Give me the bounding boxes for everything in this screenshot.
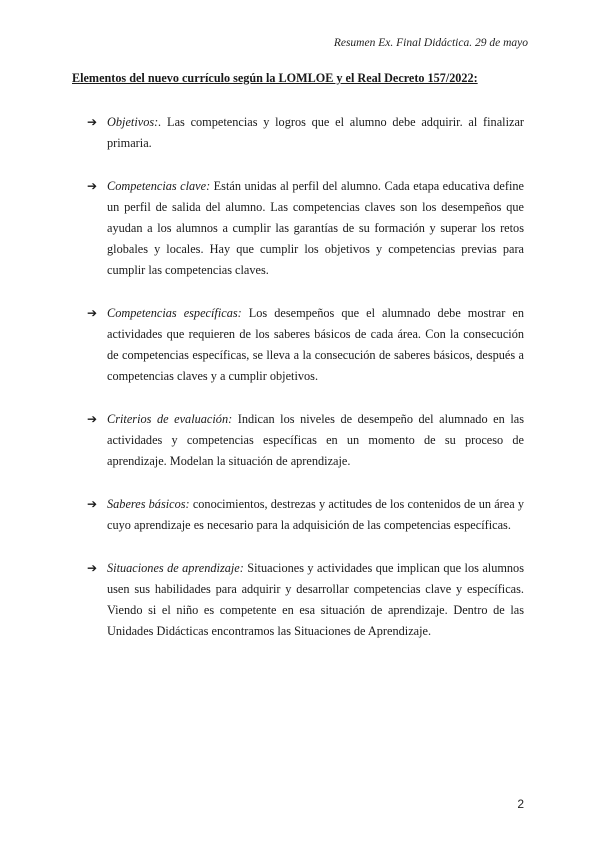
item-text: Las competencias y logros que el alumno debe adquirir. al finalizar primaria. xyxy=(107,115,524,150)
item-term: Competencias específicas: xyxy=(107,306,242,320)
arrow-bullet-icon: ➔ xyxy=(87,412,98,426)
item-term: Objetivos:. xyxy=(107,115,162,129)
arrow-bullet-icon: ➔ xyxy=(87,497,98,511)
arrow-bullet-icon: ➔ xyxy=(87,306,98,320)
page-number: 2 xyxy=(517,797,524,811)
list-item-situaciones-aprendizaje xyxy=(87,558,524,642)
item-term: Criterios de evaluación: xyxy=(107,412,233,426)
list-item-objetivos xyxy=(87,112,524,154)
list-item-saberes-basicos xyxy=(87,494,524,536)
item-text: Situaciones y actividades que implican que los alumnos usen sus habilidades para adquirir y desarrollar competencias clave y específicas. Viendo si el niño es competente en esa situación de aprendizaje. Dentro de las Unidades Didácticas encontramos las Situaciones de Aprendizaje. xyxy=(107,561,524,638)
list-item-competencias-clave xyxy=(87,176,524,281)
list-item-criterios-evaluacion xyxy=(87,409,524,472)
item-term: Situaciones de aprendizaje: xyxy=(107,561,244,575)
item-text: Están unidas al perfil del alumno. Cada etapa educativa define un perfil de salida del alumno. Las competencias claves son los desempeños que ayudan a los alumnos a cumplir las garantías de su formación y superar los retos globales y locales. Hay que cumplir los objetivos y competencias previas para cumplir las competencias claves. xyxy=(107,179,524,277)
curriculum-elements-list xyxy=(87,112,524,664)
item-text: Los desempeños que el alumnado debe mostrar en actividades que requieren de los saberes básicos de cada área. Con la consecución de competencias específicas, se lleva a la consecución de saberes básicos, después a competencias claves y a cumplir objetivos. xyxy=(107,306,524,383)
arrow-bullet-icon: ➔ xyxy=(87,115,98,129)
item-term: Saberes básicos: xyxy=(107,497,190,511)
item-text: conocimientos, destrezas y actitudes de los contenidos de un área y cuyo aprendizaje es necesario para la adquisición de las competencias específicas. xyxy=(107,497,524,532)
item-text: Indican los niveles de desempeño del alumnado en las actividades y competencias específicas en un momento de su proceso de aprendizaje. Modelan la situación de aprendizaje. xyxy=(107,412,524,468)
arrow-bullet-icon: ➔ xyxy=(87,561,98,575)
page-header: Resumen Ex. Final Didáctica. 29 de mayo xyxy=(333,37,528,49)
arrow-bullet-icon: ➔ xyxy=(87,179,98,193)
list-item-competencias-especificas xyxy=(87,303,524,387)
document-title: Elementos del nuevo currículo según la LOMLOE y el Real Decreto 157/2022: xyxy=(72,71,478,85)
item-term: Competencias clave: xyxy=(107,179,211,193)
